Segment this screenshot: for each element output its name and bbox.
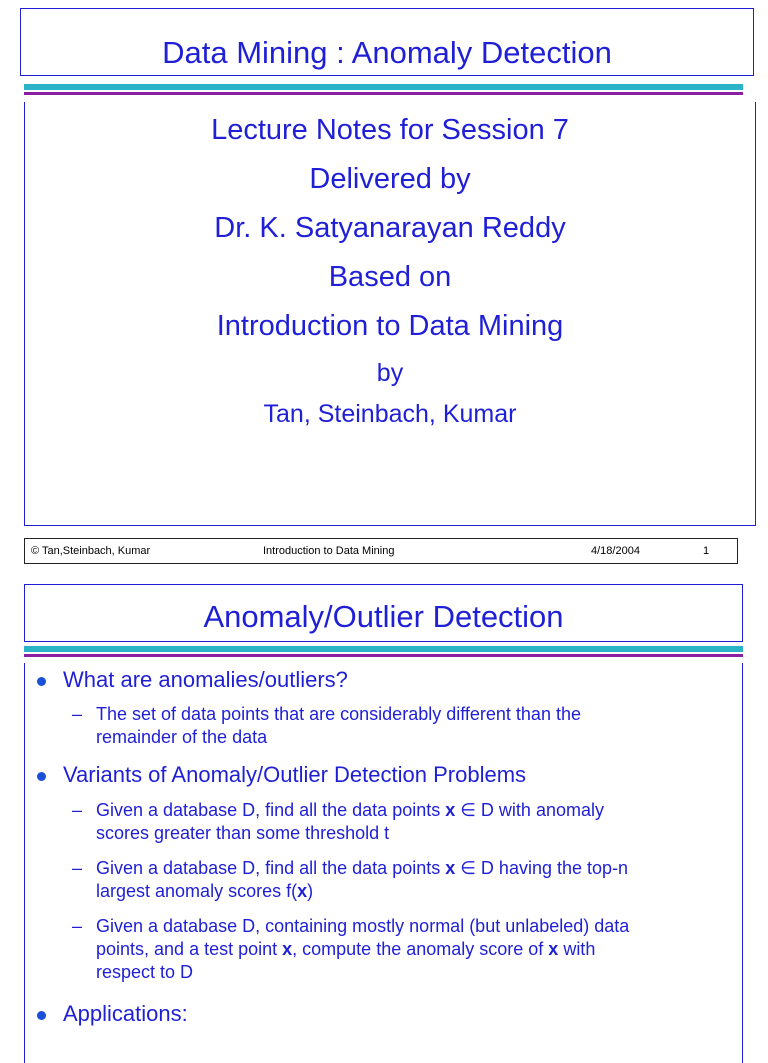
sub-bullet-top-n — [72, 857, 736, 903]
slide1-footer — [24, 538, 738, 564]
footer-book: Introduction to Data Mining — [263, 545, 395, 557]
sub-line: Given a database D, containing mostly normal (but unlabeled) data — [96, 916, 630, 936]
slide1-title-box — [20, 8, 754, 76]
slide2-header-stripes — [24, 646, 743, 657]
lecturer-name-line: Dr. K. Satyanarayan Reddy — [214, 212, 566, 244]
sub-line: The set of data points that are considerably different than the — [96, 704, 581, 724]
dash-icon: – — [72, 800, 83, 820]
bullet-what-are-anomalies — [63, 669, 348, 691]
bullet-text: What are anomalies/outliers? — [63, 667, 348, 692]
cyan-stripe — [24, 84, 743, 90]
dash-icon: – — [72, 858, 83, 878]
variable-x: x — [445, 800, 456, 820]
sub-line: respect to D — [96, 962, 194, 982]
sub-line: scores greater than some threshold t — [96, 823, 390, 843]
bullet-dot-icon — [37, 1011, 46, 1020]
bullet-variants — [63, 764, 526, 786]
variable-x: x — [297, 881, 308, 901]
by-line: by — [376, 359, 404, 387]
sub-bullet-threshold — [72, 799, 736, 845]
lecture-notes-line: Lecture Notes for Session 7 — [211, 114, 569, 146]
slide1-title: Data Mining : Anomaly Detection — [162, 35, 612, 70]
slide2-title: Anomaly/Outlier Detection — [203, 599, 564, 634]
variable-x: x — [445, 858, 456, 878]
cyan-stripe — [24, 646, 743, 652]
sub-text: ) — [307, 881, 314, 901]
based-on-line: Based on — [328, 261, 452, 293]
footer-copyright: © Tan,Steinbach, Kumar — [31, 545, 151, 557]
bullet-text: Applications: — [63, 1001, 188, 1026]
sub-text: ∈ D with anomaly — [455, 800, 604, 820]
sub-text: ∈ D having the top-n — [455, 858, 629, 878]
footer-page-number: 1 — [703, 545, 710, 557]
book-title-line: Introduction to Data Mining — [216, 310, 564, 342]
sub-text: Given a database D, find all the data points — [96, 800, 446, 820]
variable-x: x — [548, 939, 559, 959]
slide2-title-box — [24, 584, 743, 642]
purple-stripe — [24, 92, 743, 95]
dash-icon: – — [72, 916, 83, 936]
sub-text: largest anomaly scores f( — [96, 881, 298, 901]
bullet-applications — [63, 1003, 188, 1025]
sub-bullet-test-point — [72, 915, 736, 984]
purple-stripe — [24, 654, 743, 657]
slide1-content-box — [24, 102, 756, 526]
slide2-content-box — [24, 663, 743, 1063]
bullet-text: Variants of Anomaly/Outlier Detection Problems — [63, 762, 527, 787]
sub-text: , compute the anomaly score of — [292, 939, 549, 959]
footer-date: 4/18/2004 — [591, 545, 640, 557]
variable-x: x — [282, 939, 293, 959]
slide1-header-stripes — [24, 84, 743, 95]
sub-text: with — [558, 939, 596, 959]
sub-text: Given a database D, find all the data points — [96, 858, 446, 878]
bullet-dot-icon — [37, 772, 46, 781]
bullet-dot-icon — [37, 677, 46, 686]
sub-bullet-definition — [72, 703, 736, 749]
delivered-by-line: Delivered by — [309, 163, 471, 195]
authors-line: Tan, Steinbach, Kumar — [263, 400, 517, 428]
dash-icon: – — [72, 704, 83, 724]
sub-text: points, and a test point — [96, 939, 283, 959]
sub-line: remainder of the data — [96, 727, 268, 747]
